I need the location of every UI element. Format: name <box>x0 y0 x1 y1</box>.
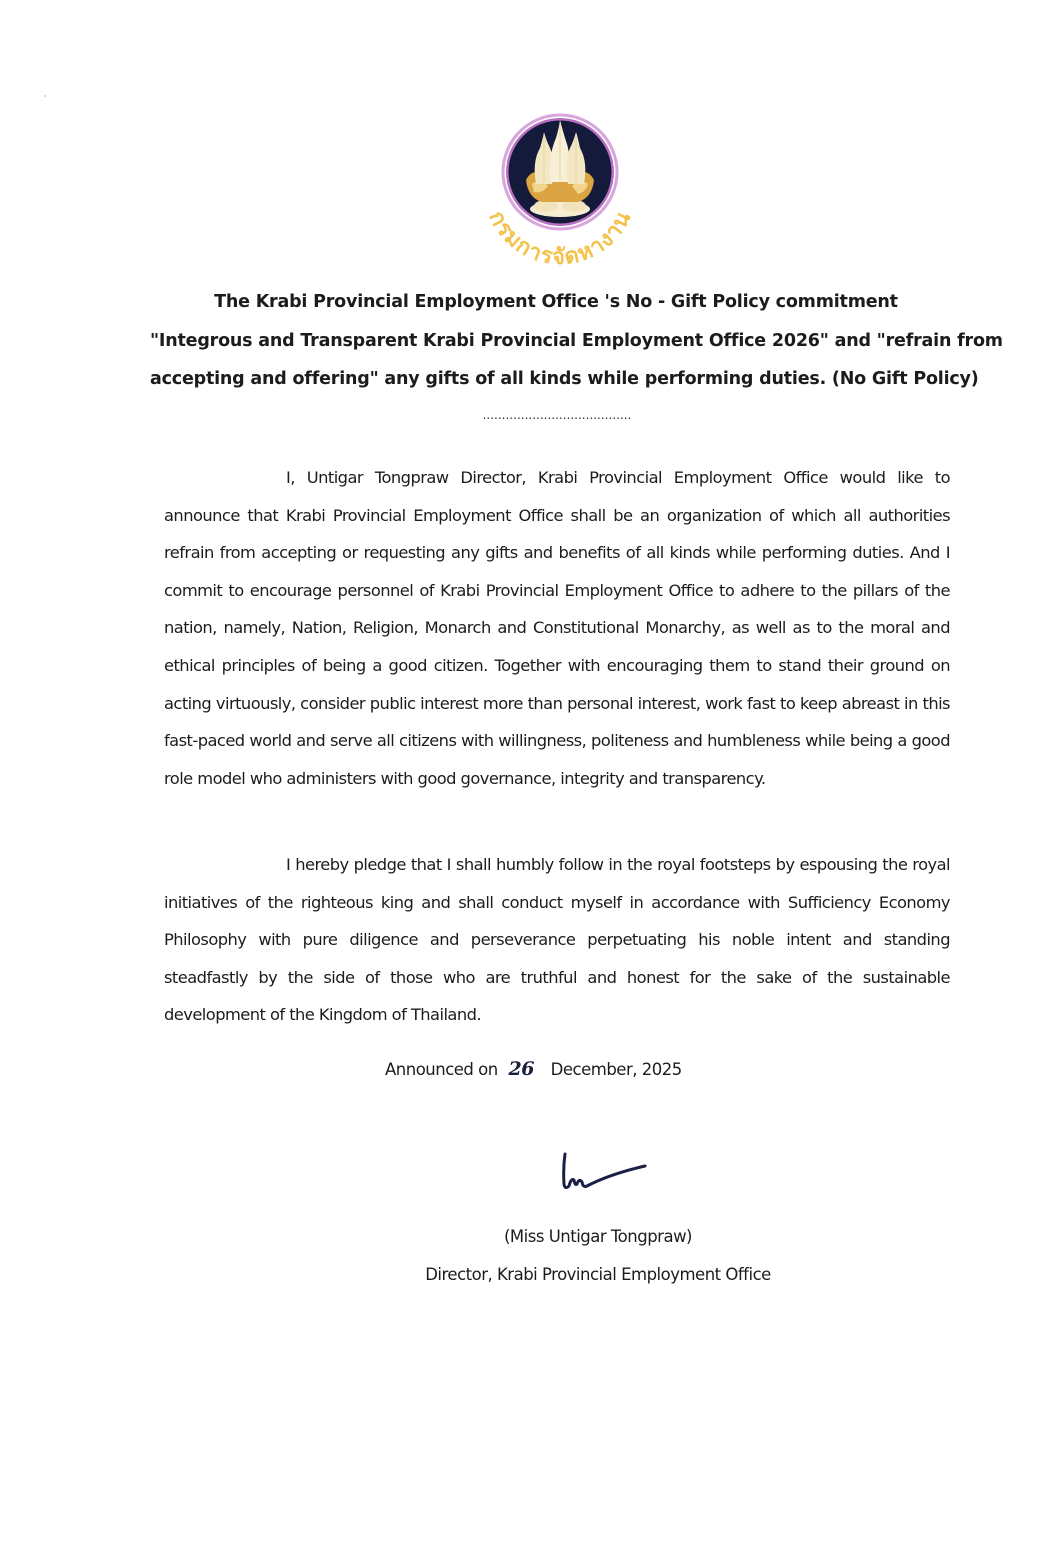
signer-name: (Miss Untigar Tongpraw) <box>504 1227 692 1246</box>
announcement-prefix: Announced on <box>385 1060 498 1079</box>
announcement-date <box>385 1058 682 1080</box>
scan-speck <box>44 95 46 97</box>
svg-text:กรมการจัดหางาน: กรมการจัดหางาน <box>483 206 637 270</box>
body-paragraph-1: I, Untigar Tongpraw Director, Krabi Provincial Employment Office would like to announce that Krabi Provincial Employment Office shall be an organization of which all authorities refrain from accepting or requesting any gifts and benefits of all kinds while performing duties. And I commit to encourage personnel of Krabi Provincial Employment Office to adhere to the pillars of the nation, namely, Nation, Religion, Monarch and Constitutional Monarchy, as well as to the moral and ethical principles of being a good citizen. Together with encouraging them to stand their ground on acting virtuously, consider public interest more than personal interest, work fast to keep abreast in this fast-paced world and serve all citizens with willingness, politeness and humbleness while being a good role model who administers with good governance, integrity and transparency. <box>164 468 950 788</box>
title-line-3: accepting and offering" any gifts of all kinds while performing duties. (No Gift Policy) <box>150 369 979 389</box>
handwritten-day: 26 <box>508 1058 534 1080</box>
handwritten-signature-icon <box>555 1146 655 1196</box>
title-line-1: The Krabi Provincial Employment Office 's No - Gift Policy commitment <box>214 292 898 312</box>
dotted-divider: ....................................... <box>482 408 632 422</box>
title-line-2: "Integrous and Transparent Krabi Provincial Employment Office 2026" and "refrain from <box>150 330 1003 351</box>
announcement-suffix: December, 2025 <box>550 1060 682 1079</box>
department-of-employment-emblem-icon <box>470 110 650 270</box>
document-title <box>150 283 1003 399</box>
body-paragraph-2: I hereby pledge that I shall humbly follow in the royal footsteps by espousing the royal initiatives of the righteous king and shall conduct myself in accordance with Sufficiency Economy Philosophy with pure diligence and perseverance perpetuating his noble intent and standing steadfastly by the side of those who are truthful and honest for the sake of the sustainable development of the Kingdom of Thailand. <box>164 855 950 1025</box>
signer-title: Director, Krabi Provincial Employment Office <box>425 1265 771 1284</box>
